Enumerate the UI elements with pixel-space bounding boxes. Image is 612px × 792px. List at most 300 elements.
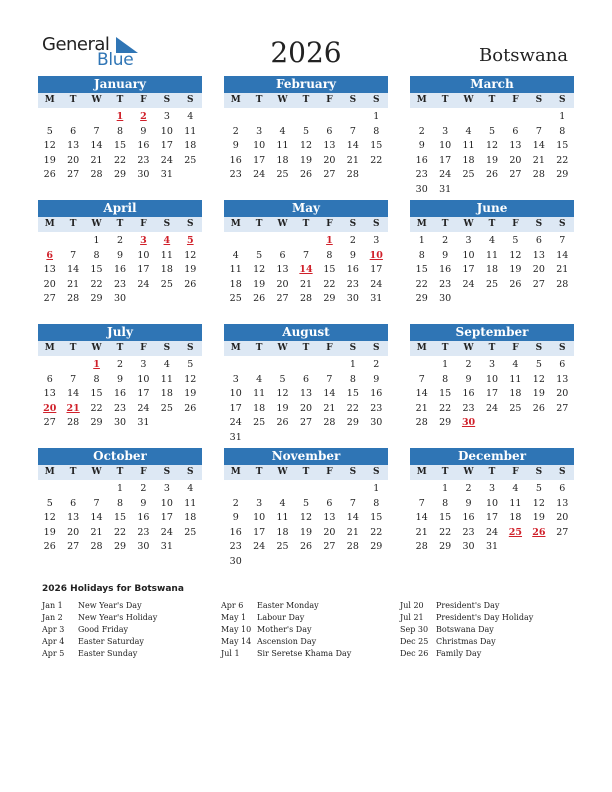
day-cell: 16 (462, 388, 475, 400)
day-cell: 18 (184, 512, 197, 524)
day-cell: 24 (160, 154, 173, 166)
weekday-label: S (535, 343, 543, 353)
holiday-day-cell: 4 (163, 235, 171, 246)
day-cell: 7 (418, 373, 425, 385)
holiday-name: Easter Sunday (78, 649, 138, 658)
day-cell: 19 (43, 526, 56, 538)
empty-cell (61, 110, 84, 125)
day-cell: 22 (90, 402, 103, 414)
weekday-header (224, 93, 388, 108)
day-cell: 11 (160, 373, 173, 385)
weekday-label: M (416, 95, 427, 105)
day-cell: 6 (70, 125, 77, 137)
weekday-label: M (44, 219, 55, 229)
day-cell: 31 (160, 541, 173, 553)
day-cell: 9 (232, 512, 239, 524)
month-title: February (224, 76, 388, 93)
weekday-label: S (373, 343, 380, 353)
day-cell: 30 (113, 293, 127, 305)
day-cell: 11 (276, 512, 289, 524)
day-cell: 15 (90, 264, 103, 276)
day-cell: 16 (113, 388, 127, 400)
day-cell: 24 (485, 402, 499, 414)
day-cell: 16 (137, 512, 150, 524)
day-cell: 5 (535, 359, 542, 370)
day-cell: 17 (160, 140, 173, 152)
empty-cell (271, 482, 294, 497)
day-cell: 27 (67, 169, 80, 181)
day-cell: 27 (276, 293, 289, 305)
day-cell: 8 (442, 373, 449, 385)
day-cell: 6 (559, 359, 566, 370)
day-cell: 18 (229, 278, 242, 290)
day-cell: 30 (346, 293, 359, 305)
day-cell: 16 (415, 154, 428, 166)
day-cell: 2 (116, 359, 124, 370)
day-cell: 14 (67, 388, 80, 400)
day-grid (38, 358, 202, 431)
day-cell: 4 (187, 483, 194, 494)
day-cell: 2 (140, 483, 147, 494)
day-cell: 16 (113, 264, 127, 276)
day-cell: 12 (299, 140, 313, 152)
day-cell: 18 (485, 264, 499, 276)
day-cell: 27 (299, 417, 313, 429)
day-cell: 27 (556, 402, 569, 414)
weekday-label: T (255, 219, 263, 229)
holiday-day-cell: 1 (326, 235, 333, 246)
day-cell: 7 (349, 125, 356, 137)
day-cell: 21 (90, 526, 103, 538)
day-cell: 29 (113, 541, 127, 553)
day-cell: 31 (229, 431, 242, 443)
weekday-label: S (373, 219, 380, 229)
day-cell: 13 (556, 497, 569, 509)
day-cell: 19 (485, 154, 499, 166)
weekday-label: S (535, 95, 543, 105)
empty-cell (457, 110, 480, 125)
weekday-label: W (277, 343, 288, 353)
day-cell: 1 (442, 483, 449, 494)
day-cell: 2 (465, 483, 472, 494)
day-cell: 3 (163, 111, 170, 122)
day-cell: 4 (279, 497, 286, 509)
holiday-day-cell: 10 (369, 249, 383, 261)
day-cell: 24 (485, 526, 499, 538)
day-cell: 22 (439, 402, 452, 414)
day-cell: 30 (370, 417, 383, 429)
day-cell: 4 (512, 359, 519, 370)
day-cell: 2 (116, 235, 124, 246)
day-grid (410, 482, 574, 555)
day-cell: 17 (485, 512, 499, 524)
weekday-label: S (187, 95, 194, 105)
day-cell: 8 (349, 373, 356, 385)
day-cell: 1 (93, 235, 100, 246)
day-cell: 13 (43, 388, 56, 400)
day-cell: 23 (113, 278, 127, 290)
day-cell: 26 (299, 169, 313, 181)
weekday-label: T (488, 467, 496, 477)
day-cell: 12 (509, 249, 522, 261)
day-cell: 28 (90, 541, 103, 553)
day-cell: 10 (160, 125, 173, 137)
holiday-row (42, 648, 157, 660)
day-cell: 12 (184, 249, 197, 261)
day-cell: 14 (323, 388, 336, 400)
day-cell: 29 (439, 541, 452, 553)
day-cell: 9 (349, 249, 356, 261)
empty-cell (480, 110, 503, 125)
weekday-label: S (559, 219, 566, 229)
day-cell: 26 (253, 293, 266, 305)
day-cell: 20 (509, 154, 522, 166)
weekday-label: T (441, 219, 449, 229)
day-cell: 23 (370, 402, 383, 414)
day-cell: 2 (232, 125, 239, 137)
day-cell: 18 (253, 402, 266, 414)
holiday-row (42, 612, 157, 624)
empty-cell (341, 482, 364, 497)
weekday-label: S (559, 343, 566, 353)
holiday-name: Mother's Day (257, 625, 312, 634)
day-grid (38, 110, 202, 183)
day-cell: 19 (509, 264, 522, 276)
day-cell: 9 (140, 497, 147, 509)
day-cell: 28 (415, 417, 428, 429)
empty-cell (38, 110, 61, 125)
day-cell: 18 (462, 154, 475, 166)
day-cell: 18 (276, 526, 289, 538)
weekday-label: W (463, 219, 474, 229)
day-cell: 27 (556, 526, 569, 538)
day-cell: 20 (67, 154, 80, 166)
day-cell: 24 (137, 402, 150, 414)
empty-cell (318, 358, 341, 373)
day-cell: 16 (137, 140, 150, 152)
day-cell: 16 (346, 264, 359, 276)
day-cell: 6 (559, 483, 566, 494)
empty-cell (504, 110, 527, 125)
holiday-date: Jul 1 (221, 649, 240, 658)
month-title: October (38, 448, 202, 465)
day-cell: 24 (253, 541, 266, 553)
month-title: July (38, 324, 202, 341)
day-cell: 14 (556, 249, 569, 261)
day-cell: 28 (67, 293, 80, 305)
weekday-label: M (230, 467, 241, 477)
day-cell: 8 (373, 125, 380, 137)
day-cell: 17 (253, 526, 266, 538)
day-cell: 20 (276, 278, 289, 290)
day-cell: 26 (276, 417, 289, 429)
day-cell: 23 (415, 169, 428, 181)
day-cell: 22 (415, 278, 428, 290)
weekday-label: T (441, 95, 449, 105)
holiday-date: May 10 (221, 625, 252, 634)
holiday-day-cell: 1 (116, 111, 124, 122)
day-cell: 10 (485, 497, 499, 509)
weekday-label: W (463, 343, 474, 353)
weekday-header (224, 341, 388, 356)
day-cell: 3 (140, 359, 147, 370)
day-cell: 7 (418, 497, 425, 509)
day-cell: 25 (276, 169, 289, 181)
empty-cell (247, 482, 270, 497)
holiday-day-cell: 5 (186, 235, 194, 246)
day-cell: 13 (67, 512, 80, 524)
holiday-day-cell: 14 (299, 264, 313, 276)
day-cell: 28 (346, 169, 359, 181)
day-cell: 17 (462, 264, 475, 276)
empty-cell (224, 234, 247, 249)
day-cell: 2 (373, 359, 380, 370)
day-cell: 13 (556, 373, 569, 385)
weekday-label: W (277, 467, 288, 477)
day-cell: 23 (346, 278, 359, 290)
day-cell: 6 (279, 249, 286, 261)
day-cell: 16 (439, 264, 452, 276)
holiday-name: New Year's Holiday (78, 613, 158, 622)
day-cell: 29 (90, 293, 103, 305)
day-cell: 8 (442, 497, 449, 509)
day-cell: 20 (299, 402, 313, 414)
holiday-date: May 1 (221, 613, 247, 622)
holiday-day-cell: 25 (508, 526, 523, 538)
day-cell: 15 (90, 388, 103, 400)
holiday-column (42, 600, 157, 660)
weekday-label: T (488, 219, 496, 229)
weekday-label: S (349, 343, 357, 353)
empty-cell (527, 110, 550, 125)
day-cell: 12 (43, 512, 56, 524)
day-cell: 10 (485, 373, 499, 385)
holiday-row (42, 636, 157, 648)
day-cell: 6 (70, 497, 77, 509)
day-cell: 21 (532, 154, 545, 166)
day-cell: 22 (370, 154, 383, 166)
empty-cell (410, 358, 433, 373)
holiday-row (221, 600, 351, 612)
day-cell: 17 (253, 154, 266, 166)
day-cell: 1 (116, 483, 124, 494)
day-cell: 7 (70, 249, 77, 261)
day-cell: 8 (116, 125, 124, 137)
day-cell: 14 (415, 512, 428, 524)
empty-cell (61, 482, 84, 497)
empty-cell (224, 110, 247, 125)
empty-cell (294, 358, 317, 373)
day-cell: 25 (276, 541, 289, 553)
day-cell: 6 (46, 373, 53, 385)
day-cell: 20 (67, 526, 80, 538)
weekday-label: F (512, 343, 519, 353)
weekday-label: M (416, 343, 427, 353)
holiday-date: Apr 4 (42, 637, 65, 646)
weekday-label: S (187, 343, 194, 353)
day-cell: 30 (229, 555, 242, 567)
weekday-label: F (326, 219, 333, 229)
holiday-date: Jan 2 (42, 613, 63, 622)
day-cell: 11 (184, 497, 197, 509)
weekday-label: M (230, 95, 241, 105)
day-cell: 21 (346, 526, 359, 538)
weekday-label: T (69, 95, 77, 105)
weekday-label: T (255, 343, 263, 353)
day-cell: 19 (532, 512, 545, 524)
day-cell: 25 (160, 278, 173, 290)
day-cell: 15 (556, 140, 569, 152)
day-cell: 31 (160, 169, 173, 181)
day-cell: 17 (137, 388, 150, 400)
empty-cell (271, 358, 294, 373)
empty-cell (247, 358, 270, 373)
day-cell: 27 (532, 278, 545, 290)
weekday-label: M (44, 343, 55, 353)
holiday-date: May 14 (221, 637, 252, 646)
day-cell: 26 (485, 169, 499, 181)
empty-cell (38, 234, 61, 249)
day-cell: 8 (418, 249, 425, 261)
weekday-header (410, 93, 574, 108)
holiday-day-cell: 26 (532, 526, 546, 538)
weekday-label: S (535, 219, 543, 229)
month-title: April (38, 200, 202, 217)
empty-cell (247, 234, 270, 249)
empty-cell (38, 358, 61, 373)
month-november (224, 448, 388, 570)
day-cell: 19 (184, 264, 197, 276)
month-october (38, 448, 202, 555)
day-cell: 26 (299, 541, 313, 553)
weekday-header (410, 465, 574, 480)
day-cell: 23 (462, 402, 475, 414)
day-cell: 15 (113, 140, 127, 152)
holiday-row (221, 636, 351, 648)
holiday-row (221, 624, 351, 636)
weekday-label: S (187, 467, 194, 477)
weekday-label: T (302, 343, 310, 353)
day-cell: 30 (137, 541, 150, 553)
weekday-label: F (512, 467, 519, 477)
day-cell: 3 (373, 235, 380, 246)
day-cell: 29 (439, 417, 452, 429)
day-cell: 28 (323, 417, 336, 429)
day-cell: 26 (509, 278, 522, 290)
day-cell: 6 (535, 235, 542, 246)
day-cell: 8 (93, 373, 100, 385)
day-cell: 27 (43, 293, 56, 305)
weekday-label: T (441, 467, 449, 477)
weekday-label: M (416, 219, 427, 229)
weekday-label: F (326, 343, 333, 353)
day-cell: 9 (140, 125, 147, 137)
weekday-header (410, 341, 574, 356)
day-grid (410, 110, 574, 198)
day-cell: 5 (256, 249, 263, 261)
day-cell: 7 (349, 497, 356, 509)
weekday-label: T (255, 467, 263, 477)
day-cell: 23 (137, 154, 150, 166)
day-cell: 27 (509, 169, 522, 181)
day-cell: 22 (439, 526, 452, 538)
day-cell: 14 (67, 264, 80, 276)
weekday-label: W (463, 467, 474, 477)
holiday-row (400, 612, 533, 624)
day-cell: 16 (229, 526, 242, 538)
day-cell: 3 (465, 235, 472, 246)
day-cell: 10 (229, 388, 242, 400)
day-cell: 25 (485, 278, 499, 290)
holiday-name: Easter Saturday (78, 637, 144, 646)
day-cell: 11 (509, 497, 522, 509)
day-cell: 29 (370, 541, 383, 553)
day-cell: 18 (276, 154, 289, 166)
day-grid (410, 234, 574, 307)
day-cell: 4 (279, 125, 286, 137)
weekday-label: F (512, 219, 519, 229)
holiday-day-cell: 1 (93, 359, 100, 370)
day-cell: 22 (346, 402, 359, 414)
weekday-label: S (349, 95, 357, 105)
day-cell: 18 (509, 512, 522, 524)
weekday-label: T (488, 95, 496, 105)
day-cell: 4 (488, 235, 496, 246)
day-cell: 7 (559, 235, 566, 246)
day-cell: 12 (276, 388, 289, 400)
weekday-label: S (163, 95, 171, 105)
day-cell: 8 (373, 497, 380, 509)
day-cell: 9 (116, 373, 124, 385)
month-may (224, 200, 388, 307)
day-cell: 15 (439, 388, 452, 400)
day-cell: 10 (137, 249, 150, 261)
day-cell: 11 (462, 140, 475, 152)
weekday-label: T (69, 343, 77, 353)
weekday-label: M (230, 219, 241, 229)
weekday-label: T (488, 343, 496, 353)
weekday-label: W (277, 219, 288, 229)
day-cell: 15 (323, 264, 336, 276)
day-cell: 19 (532, 388, 545, 400)
day-cell: 9 (465, 497, 472, 509)
month-title: June (410, 200, 574, 217)
weekday-header (38, 465, 202, 480)
day-cell: 30 (113, 417, 127, 429)
weekday-label: T (116, 467, 124, 477)
day-cell: 3 (488, 359, 496, 370)
day-cell: 26 (43, 169, 56, 181)
day-cell: 22 (370, 526, 383, 538)
holiday-name: Labour Day (257, 613, 305, 622)
day-cell: 21 (90, 154, 103, 166)
day-cell: 1 (559, 111, 566, 122)
day-cell: 17 (229, 402, 242, 414)
day-cell: 8 (93, 249, 100, 261)
month-march (410, 76, 574, 198)
day-cell: 20 (556, 388, 569, 400)
holiday-row (400, 624, 533, 636)
day-cell: 5 (46, 125, 53, 137)
month-title: January (38, 76, 202, 93)
day-cell: 29 (323, 293, 336, 305)
day-cell: 11 (276, 140, 289, 152)
weekday-label: M (416, 467, 427, 477)
day-cell: 1 (418, 235, 425, 246)
holidays-title: 2026 Holidays for Botswana (42, 584, 184, 594)
day-cell: 21 (415, 402, 428, 414)
day-cell: 18 (160, 388, 173, 400)
